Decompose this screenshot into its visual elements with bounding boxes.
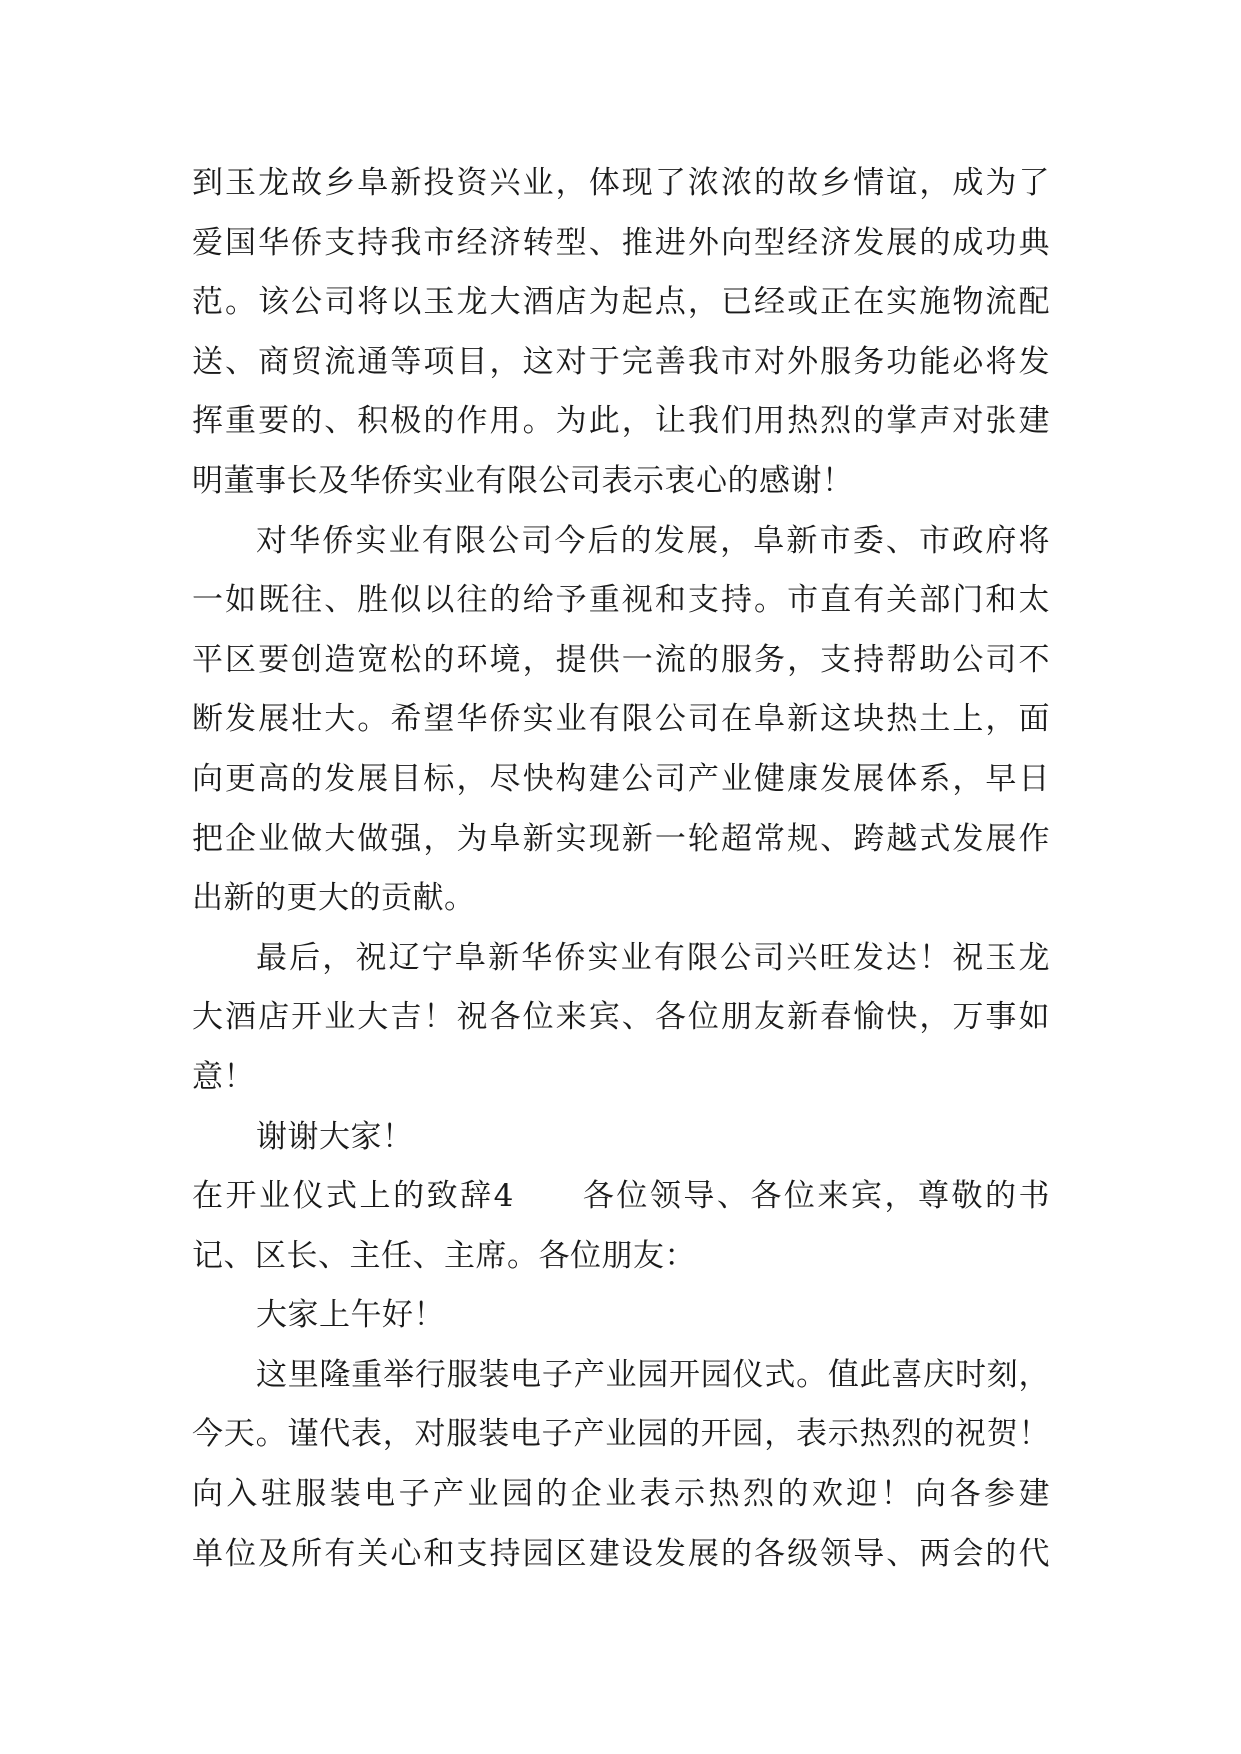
text-line: 意！ (192, 1058, 255, 1095)
text-line: 断发展壮大。希望华侨实业有限公司在阜新这块热土上，面 (192, 701, 1050, 738)
section-heading-line: 在开业仪式上的致辞4 各位领导、各位来宾，尊敬的书 (192, 1178, 1050, 1215)
text-line: 出新的更大的贡献。 (192, 880, 476, 917)
text-line: 大家上午好！ (256, 1297, 445, 1334)
text-line: 今天。谨代表，对服装电子产业园的开园，表示热烈的祝贺！ (192, 1416, 1050, 1453)
text-line: 挥重要的、积极的作用。为此，让我们用热烈的掌声对张建 (192, 403, 1050, 440)
text-line: 谢谢大家！ (256, 1118, 414, 1155)
text-line: 大酒店开业大吉！祝各位来宾、各位朋友新春愉快，万事如 (192, 999, 1050, 1036)
text-line: 对华侨实业有限公司今后的发展，阜新市委、市政府将 (256, 522, 1050, 559)
text-line: 平区要创造宽松的环境，提供一流的服务，支持帮助公司不 (192, 641, 1050, 678)
text-line: 范。该公司将以玉龙大酒店为起点，已经或正在实施物流配 (192, 284, 1050, 321)
text-line: 一如既往、胜似以往的给予重视和支持。市直有关部门和太 (192, 582, 1050, 619)
text-line: 最后，祝辽宁阜新华侨实业有限公司兴旺发达！祝玉龙 (256, 939, 1050, 976)
text-line: 到玉龙故乡阜新投资兴业，体现了浓浓的故乡情谊，成为了 (192, 165, 1050, 201)
text-line: 向更高的发展目标，尽快构建公司产业健康发展体系，早日 (192, 760, 1050, 797)
text-line: 明董事长及华侨实业有限公司表示衷心的感谢！ (192, 462, 854, 499)
text-line: 记、区长、主任、主席。各位朋友： (192, 1237, 696, 1274)
text-line: 单位及所有关心和支持园区建设发展的各级领导、两会的代 (192, 1535, 1050, 1572)
text-line: 这里隆重举行服装电子产业园开园仪式。值此喜庆时刻， (256, 1356, 1050, 1393)
text-line: 向入驻服装电子产业园的企业表示热烈的欢迎！向各参建 (192, 1476, 1050, 1513)
document-body (192, 154, 1050, 1584)
text-line: 把企业做大做强，为阜新实现新一轮超常规、跨越式发展作 (192, 820, 1050, 857)
text-line: 送、商贸流通等项目，这对于完善我市对外服务功能必将发 (192, 343, 1050, 380)
text-line: 爱国华侨支持我市经济转型、推进外向型经济发展的成功典 (192, 224, 1050, 261)
